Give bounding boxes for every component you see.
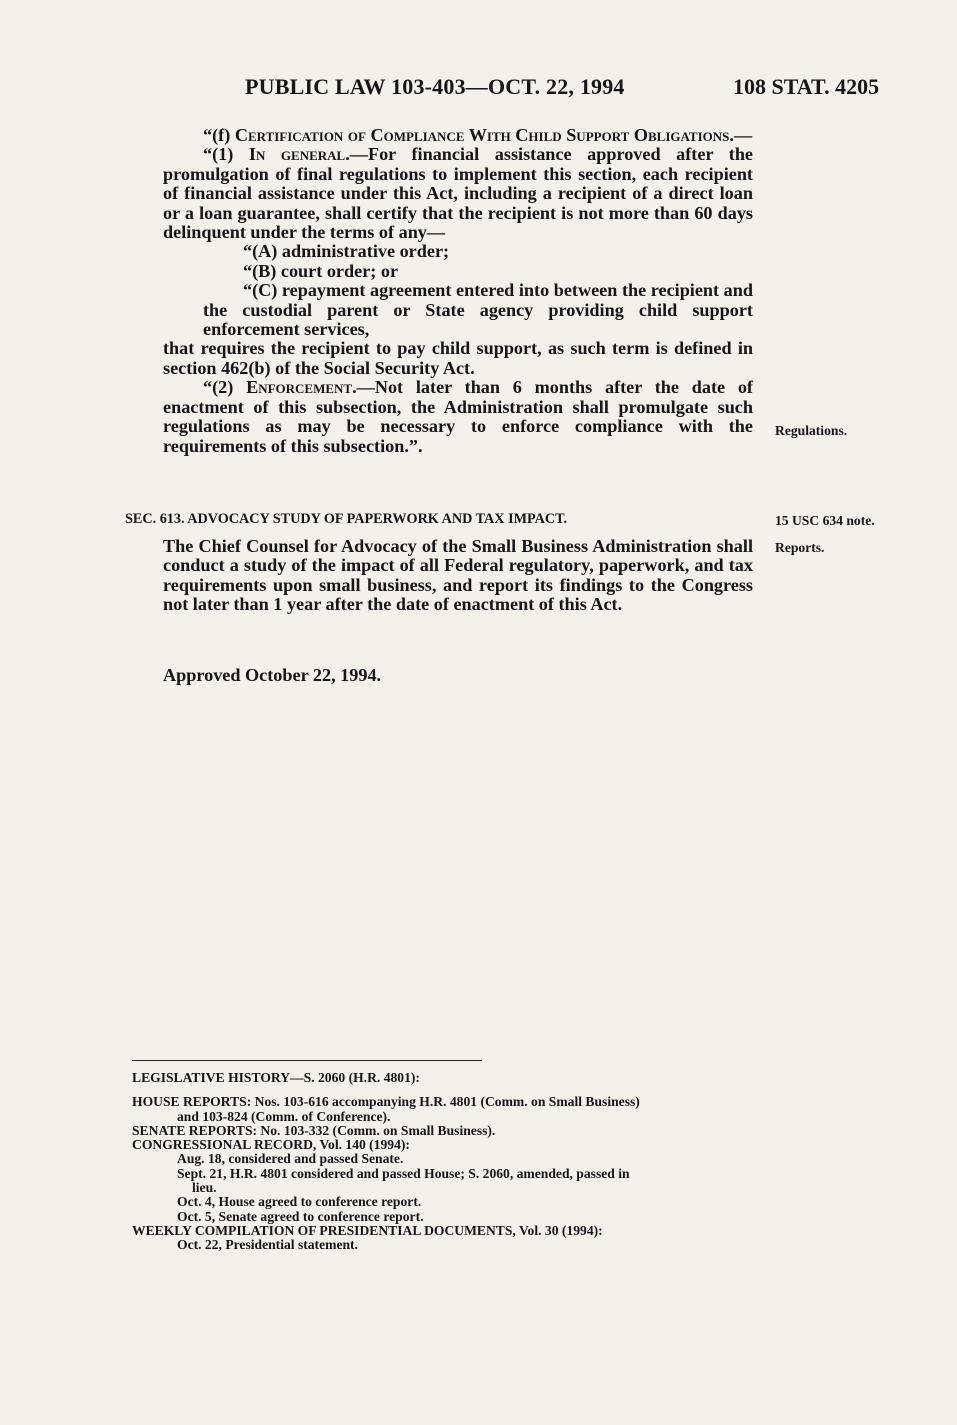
cr-entry: Oct. 5, Senate agreed to conference report. [177, 1208, 424, 1224]
cr-entry: Aug. 18, considered and passed Senate. [177, 1151, 404, 1167]
margin-note-usc: 15 USC 634 note. [775, 513, 875, 528]
trailing-clause: that requires the recipient to pay child support, as such term is defined in section 462(b) of the Social Security Act. [163, 338, 753, 378]
cr-entry-continued: lieu. [192, 1180, 217, 1196]
item-a: “(A) administrative order; [243, 241, 450, 262]
cr-entry: Sept. 21, H.R. 4801 considered and passed House; S. 2060, amended, passed in [177, 1165, 630, 1181]
wc-entry: Oct. 22, Presidential statement. [177, 1237, 358, 1253]
approval-date: Approved October 22, 1994. [163, 665, 382, 685]
cr-entry: Oct. 4, House agreed to conference report. [177, 1194, 422, 1210]
legislative-history [132, 1071, 772, 1253]
item-b: “(B) court order; or [243, 260, 399, 281]
paragraph-2: “(2) Enforcement.—Not later than 6 months after the date of enactment of this subsection, the Administration shall promulgate such regulations as may be necessary to enforce compliance with the requirements of this subsection.”. [163, 377, 753, 456]
house-reports-continued: and 103-824 (Comm. of Conference). [177, 1108, 391, 1124]
page-header [0, 74, 957, 108]
section-613-body: The Chief Counsel for Advocacy of the Small Business Administration shall conduct a study of the impact of all Federal regulatory, paperwork, and tax requirements upon small business, and report its findings to the Congress not later than 1 year after the date of enactment of this Act. [163, 536, 753, 615]
margin-note-reports: Reports. [775, 540, 825, 555]
section-f-heading: “(f) Certification of Compliance With Child Support Obligations.— [203, 125, 753, 145]
margin-note-regulations: Regulations. [775, 423, 848, 438]
header-stat-page: 108 STAT. 4205 [733, 74, 880, 99]
house-reports: HOUSE REPORTS: Nos. 103-616 accompanying H.R. 4801 (Comm. on Small Business) [132, 1094, 640, 1110]
paragraph-1: “(1) In general.—For financial assistance approved after the promulgation of final regulations to implement this section, each recipient of financial assistance under this Act, including a recipient of a direct loan or a loan guarantee, shall certify that the recipient is not more than 60 days delinquent under the terms of any— [163, 144, 754, 243]
senate-reports: SENATE REPORTS: No. 103-332 (Comm. on Small Business). [132, 1122, 496, 1138]
item-c: “(C) repayment agreement entered into between the recipient and the custodial parent or State agency providing child support enforcement services, [203, 280, 753, 340]
section-613-heading: SEC. 613. ADVOCACY STUDY OF PAPERWORK AND TAX IMPACT. [125, 511, 568, 527]
section-f-text [163, 126, 753, 456]
weekly-compilation: WEEKLY COMPILATION OF PRESIDENTIAL DOCUMENTS, Vol. 30 (1994): [132, 1222, 603, 1238]
congressional-record: CONGRESSIONAL RECORD, Vol. 140 (1994): [132, 1137, 410, 1153]
footnote-divider [132, 1060, 482, 1061]
legislative-history-title: LEGISLATIVE HISTORY—S. 2060 (H.R. 4801): [132, 1070, 420, 1085]
header-title: PUBLIC LAW 103-403—OCT. 22, 1994 [245, 74, 625, 99]
